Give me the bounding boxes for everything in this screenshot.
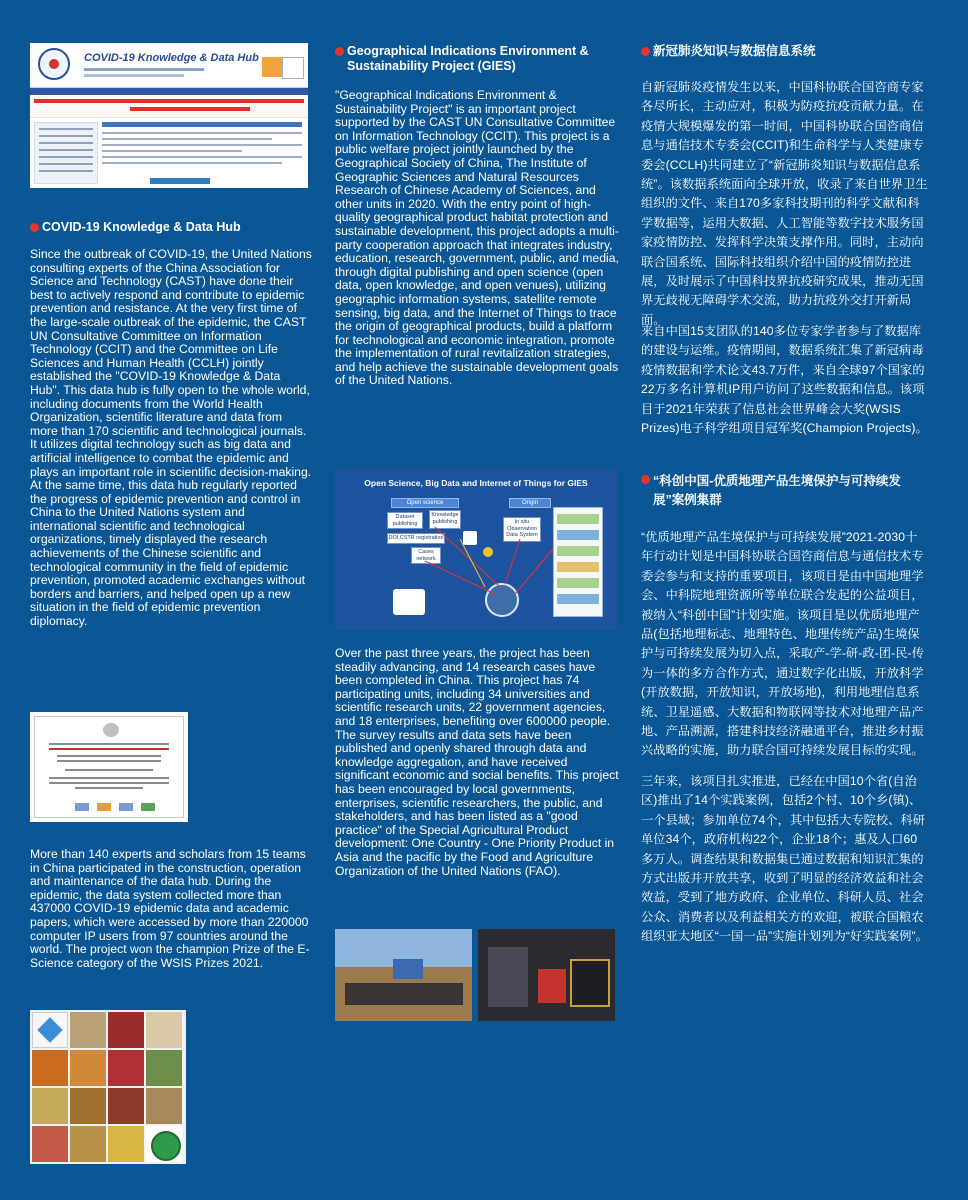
geographical-products-collage bbox=[30, 1010, 186, 1164]
covid-hub-paragraph-2: More than 140 experts and scholars from 15 teams in China participated in the construction, operation and maintenance of the data hub. During the epidemic, the data system collected more than 437000 COVID-19 epidemic data and academic papers, which were accessed by more than 220000 computer IP users from 97 countries around the world. The project won the champion Prize of the E-Science category of the WSIS Prizes 2021. bbox=[30, 847, 310, 970]
product-display-photo bbox=[478, 929, 615, 1021]
hub-content bbox=[30, 118, 308, 188]
covid-hub-heading bbox=[30, 220, 313, 235]
knowledge-publishing-box: Knowledge publishing bbox=[429, 510, 461, 529]
hub-subtitle-line bbox=[84, 74, 184, 77]
heading-text: “科创中国-优质地理产品生境保护与可持续发展”案例集群 bbox=[653, 474, 901, 507]
gies-heading bbox=[335, 44, 623, 74]
cn-gies-heading bbox=[641, 472, 929, 510]
partner-logo-icon bbox=[282, 57, 304, 79]
cn-paragraph-1: 自新冠肺炎疫情发生以来，中国科协联合国咨商专家各尽所长，主动应对，积极为防疫抗疫贡献力量。在疫情大规模爆发的第一时间，中国科协联合国咨商信息与通信技术专委会(CCIT)和生命科学与人类健康专委会(CCLH)共同建立了“新冠肺炎知识与数据信息系统”。该数据系统面向全球开放，收录了来自世界卫生组织的文件、来自170多家科技期刊的科学文献和科学数据等，运用大数据、人工智能等数字技术服务国家疫情防控、发挥科学决策支撑作用。同时，主动向联合国系统、国际科技组织介绍中国的疫情防控进展，及时展示了中国科技界抗疫研究成果，推动无国界无歧视无障碍学术交流，助力抗疫外交打开新局面。 bbox=[641, 80, 928, 327]
open-science-label: Open science bbox=[391, 498, 459, 508]
insitu-observation-box: In situ Observation Data System bbox=[503, 517, 541, 542]
hub-statistics-panel bbox=[34, 122, 98, 184]
hub-header bbox=[30, 43, 308, 88]
heading-text: 新冠肺炎知识与数据信息系统 bbox=[653, 44, 816, 58]
hub-alert-banner bbox=[30, 95, 308, 118]
certificate-seal-icon bbox=[103, 723, 119, 737]
cn-paragraph-2: 来自中国15支团队的140多位专家学者参与了数据库的建设与运维。疫情期间，数据系统汇集了新冠病毒疫情数据和学术论文43.7万件，来自全球97个国家的22万多名计算机IP用户访问了这些数据和信息。该项目于2021年荣获了信息社会世界峰会大奖(WSIS Prizes)电子科学组项目冠军奖(Champion Projects)。 bbox=[641, 324, 928, 436]
hub-observation-button bbox=[150, 178, 210, 184]
gies-paragraph-1: "Geographical Indications Environment & Sustainability Project" is an important project supported by the CAST UN Consultative Committee on Information Technology (CCIT). This project is a public welfare project jointly launched by the Geographical Society of China, The Institute of Geographic Sciences and Natural Resources Research of Chinese Academy of Sciences, and other units in 2020. With the entry point of high-quality geographical product habitat protection and sustainable development, this project adopts a multi-party cooperation approach that integrates industry, education, research, government, public, and media, through digital publishing and open science (open data, open knowledge, and open venues), utilizing geographic information systems, satellite remote sensing, big data, and the Internet of Things to trace the origin of geographical products, build a platform for technological and economic integration, promote the implementation of rural revitalization strategies, and help achieve the sustainable development goals of the United Nations. bbox=[335, 88, 619, 388]
hub-title: COVID-19 Knowledge & Data Hub bbox=[84, 52, 259, 64]
hub-nav-bar bbox=[30, 88, 308, 95]
bullet-icon bbox=[335, 47, 344, 56]
cast-logo-icon bbox=[38, 48, 70, 80]
alert-line bbox=[130, 107, 250, 111]
heading-text: COVID-19 Knowledge & Data Hub bbox=[42, 220, 241, 234]
doi-registration-box: DOI,CSTR registration bbox=[387, 533, 445, 544]
hub-news-lines bbox=[102, 132, 302, 168]
wsis-certificate-image bbox=[30, 712, 188, 822]
bullet-icon bbox=[641, 47, 650, 56]
diagram-title: Open Science, Big Data and Internet of Things for GIES bbox=[364, 478, 588, 488]
dataset-publishing-box: Dataset publishing bbox=[387, 512, 423, 529]
cases-network-box: Cases network bbox=[411, 547, 441, 564]
diagram-arrows bbox=[335, 469, 617, 630]
cn-paragraph-3: “优质地理产品生境保护与可持续发展”2021-2030十年行动计划是中国科协联合国咨商信息与通信技术专委会参与和支持的重要项目，该项目是由中国地理学会、中科院地理资源所等单位联合发起的公益项目，被纳入“科创中国”计划实施。该项目是以优质地理产品(包括地理标志、地理特色、地理传统产品)生境保护与可持续发展为切入点，采取产-学-研-政-团-民-传为一体的多方合作方式，通过数字化出版，开放科学(开放数据，开放知识，开放场地)，利用地理信息系统、卫星遥感、大数据和物联网等技术对地理产品产地、产品溯源，搭建科技经济融通平台，推进乡村振兴战略的实施，助力联合国可持续发展目标的实现。 bbox=[641, 530, 924, 758]
origin-label: Origin bbox=[509, 498, 551, 508]
field-group-photo bbox=[335, 929, 472, 1021]
cn-paragraph-4: 三年来，该项目扎实推进，已经在中国10个省(自治区)推出了14个实践案例，包括2个村、10个乡(镇)、一个县域；参加单位74个，其中包括大专院校、科研单位34个，政府机构22个，企业18个；惠及人口60多万人。调查结果和数据集已通过数据和知识汇集的方式出版并开放共享，收到了明显的经济效益和社会效益，受到了地方政府、企业单位、科研人员、社会公众、消费者以及利益相关方的欢迎，被联合国粮农组织亚太地区“一国一品”实施计划列为“好实践案例”。 bbox=[641, 774, 928, 944]
bullet-icon bbox=[641, 475, 650, 484]
cn-covid-heading bbox=[641, 44, 929, 59]
gies-paragraph-2: Over the past three years, the project has been steadily advancing, and 14 research cases have been completed in China. This project has 74 participating units, including 34 universities and scientific research units, 22 government agencies, and 18 enterprises, benefiting over 600000 people. The survey results and data sets have been published and openly shared through data and knowledge aggregation, and have received significant economic and social benefits. This project has been encouraged by local governments, enterprises, scientific researchers, the public, and stakeholders, and has been listed as a "good practice" of the Special Agricultural Product development: One Country - One Priority Product in Asia and the pacific by the Food and Agriculture Organization of the United Nations (FAO). bbox=[335, 646, 619, 878]
hub-news-header bbox=[102, 122, 302, 127]
award-badge-icon bbox=[262, 57, 282, 77]
cube-logo-icon bbox=[32, 1012, 68, 1048]
covid-hub-screenshot bbox=[30, 43, 308, 188]
alert-line bbox=[34, 99, 304, 103]
hub-subtitle-line bbox=[84, 68, 204, 71]
heading-text: Geographical Indications Environment & Sustainability Project (GIES) bbox=[347, 44, 589, 73]
covid-hub-paragraph-1: Since the outbreak of COVID-19, the United Nations consulting experts of the China Association for Science and Technology (CAST) have done their best to actively respond and contribute to epidemic prevention and resistance. At the very first time of the large-scale outbreak of the epidemic, the CAST UN Consultative Committee on Information Technology (CCIT) and the Committee on Life Sciences and Human Health (CCLH) jointly established the "COVID-19 Knowledge & Data Hub". This data hub is fully open to the whole world, including documents from the World Health Organization, scientific literature and data from more than 170 scientific and technological journals. It utilizes digital technology such as big data and artificial intelligence to combat the epidemic and plays an important role in scientific decision-making. At the same time, this data hub regularly reported the progress of epidemic prevention and control in China to the United Nations system and international scientific and technological organizations, timely displayed the research achievements of the Chinese scientific and technological community in the field of epidemic prevention, promoted academic exchanges without borders and barriers, and helped open up a new situation in the field of epidemic prevention diplomacy. bbox=[30, 247, 312, 629]
bullet-icon bbox=[30, 223, 39, 232]
green-seal-icon bbox=[146, 1126, 182, 1162]
gies-diagram bbox=[335, 469, 617, 630]
